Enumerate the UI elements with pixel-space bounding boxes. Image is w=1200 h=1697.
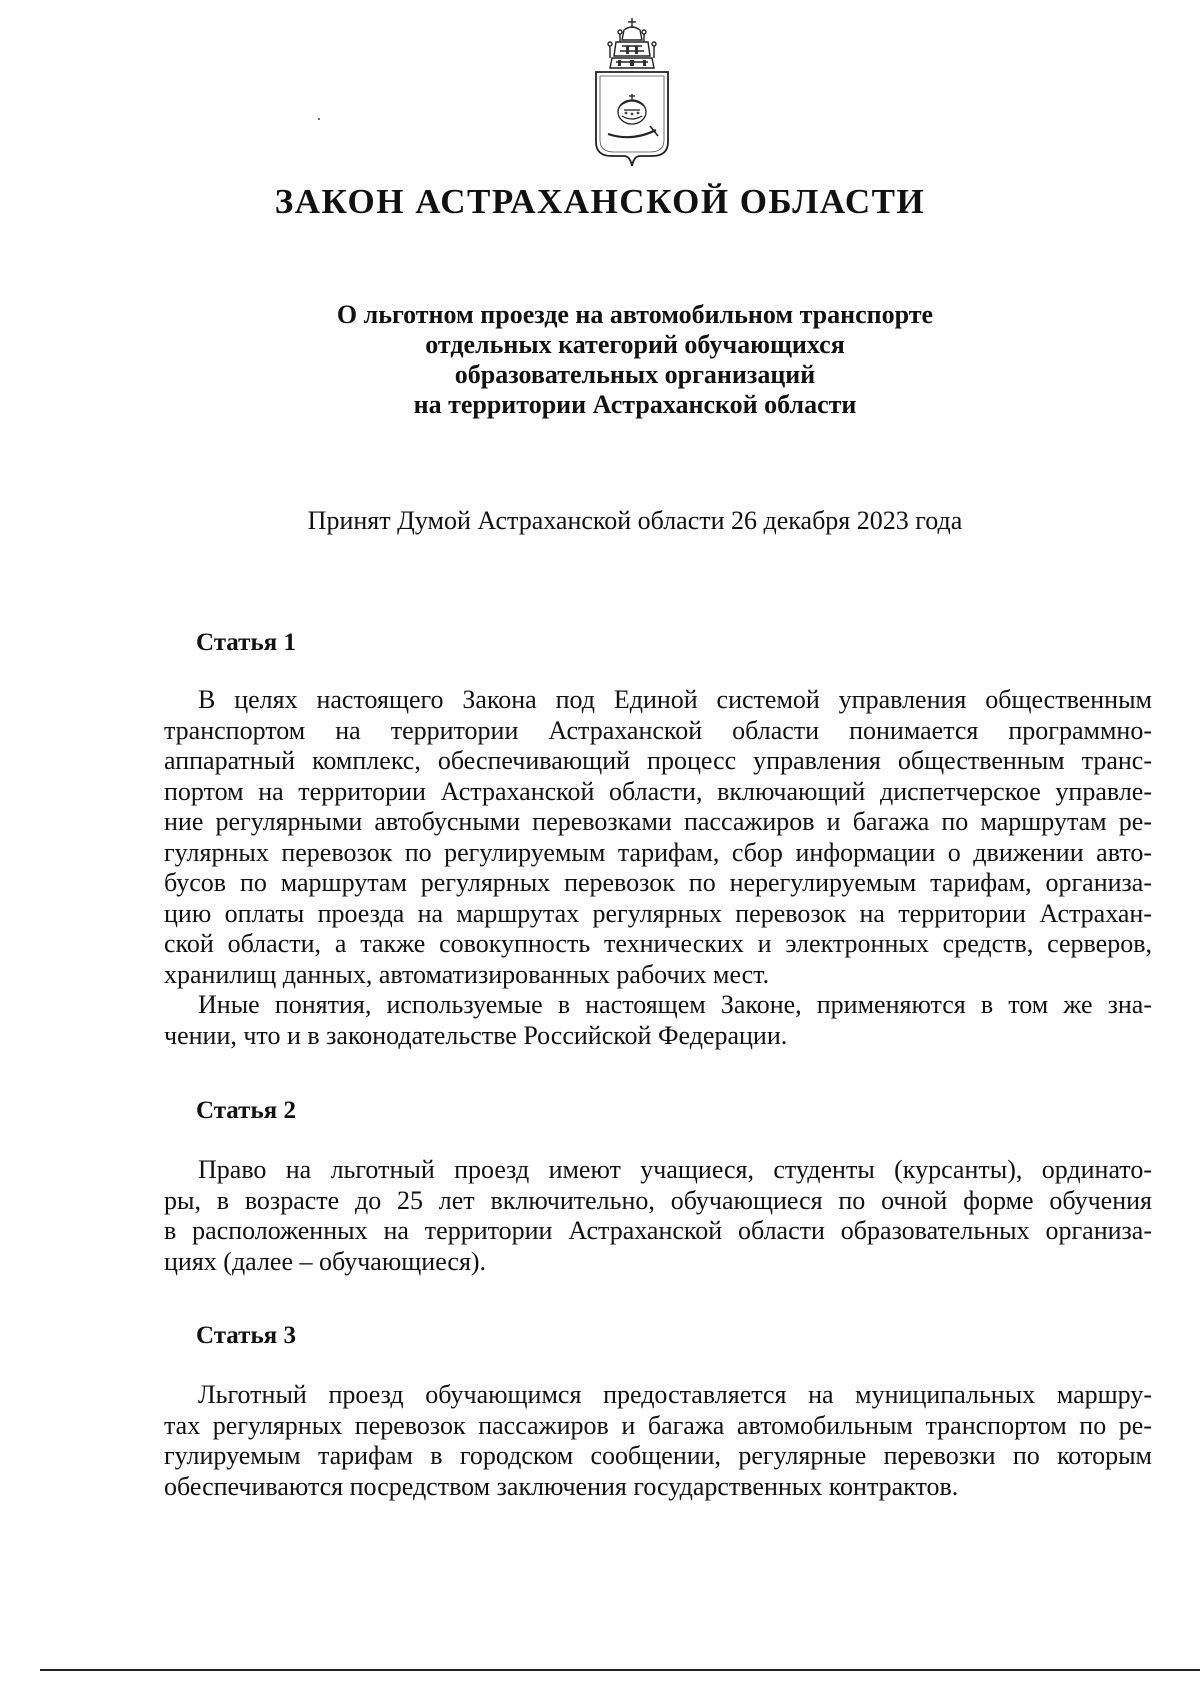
- article-2-paragraph-1: [164, 1155, 1152, 1277]
- article-1-paragraph-2: [164, 990, 1152, 1051]
- article-3-paragraph-1: [164, 1380, 1152, 1502]
- text-line: Иные понятия, используемые в настоящем Законе, применяются в том же зна-: [198, 990, 1152, 1019]
- text-line: В целях настоящего Закона под Единой системой управления общественным: [198, 685, 1152, 714]
- text-line: в расположенных на территории Астраханской области образовательных организа-: [164, 1216, 1152, 1245]
- article-3-heading: Статья 3: [196, 1322, 296, 1349]
- subject-line: отдельных категорий обучающихся: [425, 330, 845, 359]
- text-line: бусов по маршрутам регулярных перевозок по нерегулируемым тарифам, организа-: [164, 868, 1152, 897]
- text-line: гулируемым тарифам в городском сообщении, регулярные перевозки по которым: [164, 1441, 1152, 1470]
- text-line: чении, что и в законодательстве Российской Федерации.: [164, 1020, 788, 1050]
- law-subject: [0, 300, 1200, 420]
- text-line: Льготный проезд обучающимся предоставляется на муниципальных маршру-: [198, 1380, 1152, 1409]
- text-line: гулярных перевозок по регулируемым тарифам, сбор информации о движении авто-: [164, 837, 1152, 867]
- text-line: хранилищ данных, автоматизированных рабочих мест.: [164, 959, 770, 989]
- scan-speck: [318, 118, 320, 120]
- subject-line: на территории Астраханской области: [413, 390, 857, 419]
- law-title: ЗАКОН АСТРАХАНСКОЙ ОБЛАСТИ: [274, 182, 926, 221]
- text-line: ние регулярными автобусными перевозками пассажиров и багажа по маршрутам ре-: [164, 807, 1152, 836]
- text-line: транспортом на территории Астраханской области понимается программно-: [164, 715, 1152, 745]
- bottom-rule: [40, 1669, 1200, 1671]
- text-line: Право на льготный проезд имеют учащиеся, студенты (курсанты), ординато-: [198, 1155, 1152, 1184]
- text-line: обеспечиваются посредством заключения государственных контрактов.: [164, 1471, 959, 1501]
- article-1-paragraph-1: [164, 685, 1152, 990]
- coat-of-arms-icon: [590, 16, 674, 168]
- text-line: цию оплаты проезда на маршрутах регулярных перевозок на территории Астрахан-: [164, 898, 1152, 928]
- article-2-heading: Статья 2: [196, 1097, 296, 1124]
- subject-line: образовательных организаций: [454, 360, 816, 389]
- text-line: тах регулярных перевозок пассажиров и багажа автомобильным транспортом по ре-: [164, 1410, 1152, 1440]
- text-line: ры, в возрасте до 25 лет включительно, обучающиеся по очной форме обучения: [164, 1185, 1152, 1215]
- text-line: портом на территории Астраханской области, включающий диспетчерское управле-: [164, 776, 1152, 806]
- text-line: ской области, а также совокупность технических и электронных средств, серверов,: [164, 929, 1152, 958]
- subject-line: О льготном проезде на автомобильном транспорте: [336, 300, 934, 329]
- adoption-note: Принят Думой Астраханской области 26 декабря 2023 года: [307, 506, 963, 535]
- text-line: циях (далее – обучающиеся).: [164, 1246, 487, 1276]
- text-line: аппаратный комплекс, обеспечивающий процесс управления общественным транс-: [164, 746, 1152, 775]
- article-1-heading: Статья 1: [196, 629, 296, 656]
